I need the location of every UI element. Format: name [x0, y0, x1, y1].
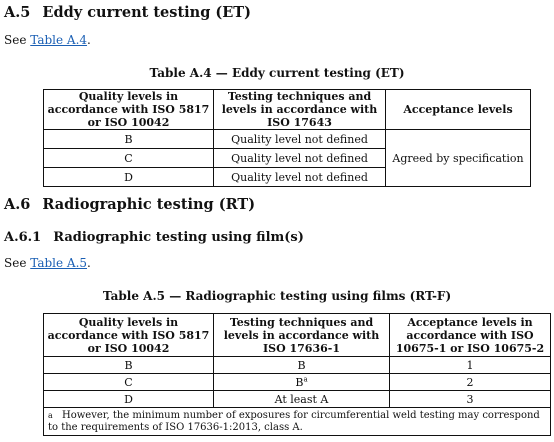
table-a5-header-acceptance: Acceptance levels in accordance with ISO 10675-1 or ISO 10675-2	[390, 314, 551, 357]
table-a4-cell-technique: Quality level not defined	[214, 168, 386, 187]
table-a4-header-row	[44, 90, 531, 130]
footnote-text: However, the minimum number of exposures for circumferential weld testing may correspond to the requirements of ISO 17636-1:2013, class A.	[48, 409, 540, 433]
heading-a61-title: Radiographic testing using film(s)	[53, 230, 304, 245]
table-a4-cell-level: B	[44, 130, 214, 149]
heading-a5-title: Eddy current testing (ET)	[42, 4, 251, 21]
table-a5-footnote-row	[44, 408, 551, 436]
table-row	[44, 374, 551, 391]
table-a4	[43, 89, 531, 187]
footnote-ref-a: a	[303, 374, 308, 383]
table-a5-header-technique: Testing techniques and levels in accordance with ISO 17636-1	[214, 314, 390, 357]
table-a5-cell-level: C	[44, 374, 214, 391]
see-suffix: .	[87, 33, 91, 47]
heading-a61	[4, 229, 304, 246]
table-a5-cell-technique: At least A	[214, 391, 390, 408]
footnote-letter: a	[48, 410, 53, 420]
table-row	[44, 391, 551, 408]
table-a4-header-quality: Quality levels in accordance with ISO 5817 or ISO 10042	[44, 90, 214, 130]
table-a5-cell-acceptance: 3	[390, 391, 551, 408]
table-a5-cell-level: B	[44, 357, 214, 374]
see-table-a4-paragraph	[4, 33, 91, 48]
table-a5-cell-acceptance: 2	[390, 374, 551, 391]
heading-a61-number: A.6.1	[4, 230, 42, 245]
table-a5-footnote	[44, 408, 551, 436]
table-a4-cell-level: C	[44, 149, 214, 168]
table-a5-caption: Table A.5 — Radiographic testing using films (RT-F)	[102, 289, 452, 303]
table-row	[44, 357, 551, 374]
table-a5-cell-technique: $B^a$	[214, 374, 390, 391]
table-row	[44, 130, 531, 149]
heading-a6	[4, 196, 255, 214]
table-a4-cell-acceptance: Agreed by specification	[386, 130, 531, 187]
table-a5-header-row	[44, 314, 551, 357]
table-a5	[43, 313, 551, 436]
table-a4-cell-level: D	[44, 168, 214, 187]
see-prefix: See	[4, 256, 31, 270]
heading-a6-number: A.6	[4, 196, 31, 213]
table-a5-cell-acceptance: 1	[390, 357, 551, 374]
see-table-a5-paragraph	[4, 256, 91, 271]
heading-a6-title: Radiographic testing (RT)	[42, 196, 256, 213]
heading-a5	[4, 4, 251, 22]
table-a5-cell-level: D	[44, 391, 214, 408]
table-a4-cell-technique: Quality level not defined	[214, 130, 386, 149]
table-a5-header-quality: Quality levels in accordance with ISO 5817 or ISO 10042	[44, 314, 214, 357]
table-a4-header-acceptance: Acceptance levels	[386, 90, 531, 130]
heading-a5-number: A.5	[4, 4, 31, 21]
see-suffix: .	[87, 256, 91, 270]
table-a5-link[interactable]: Table A.5	[30, 256, 88, 270]
table-a5-cell-technique: B	[214, 357, 390, 374]
table-a4-link[interactable]: Table A.4	[30, 33, 88, 47]
table-a4-caption: Table A.4 — Eddy current testing (ET)	[149, 66, 405, 80]
table-a4-cell-technique: Quality level not defined	[214, 149, 386, 168]
see-prefix: See	[4, 33, 31, 47]
table-a4-header-technique: Testing techniques and levels in accordance with ISO 17643	[214, 90, 386, 130]
